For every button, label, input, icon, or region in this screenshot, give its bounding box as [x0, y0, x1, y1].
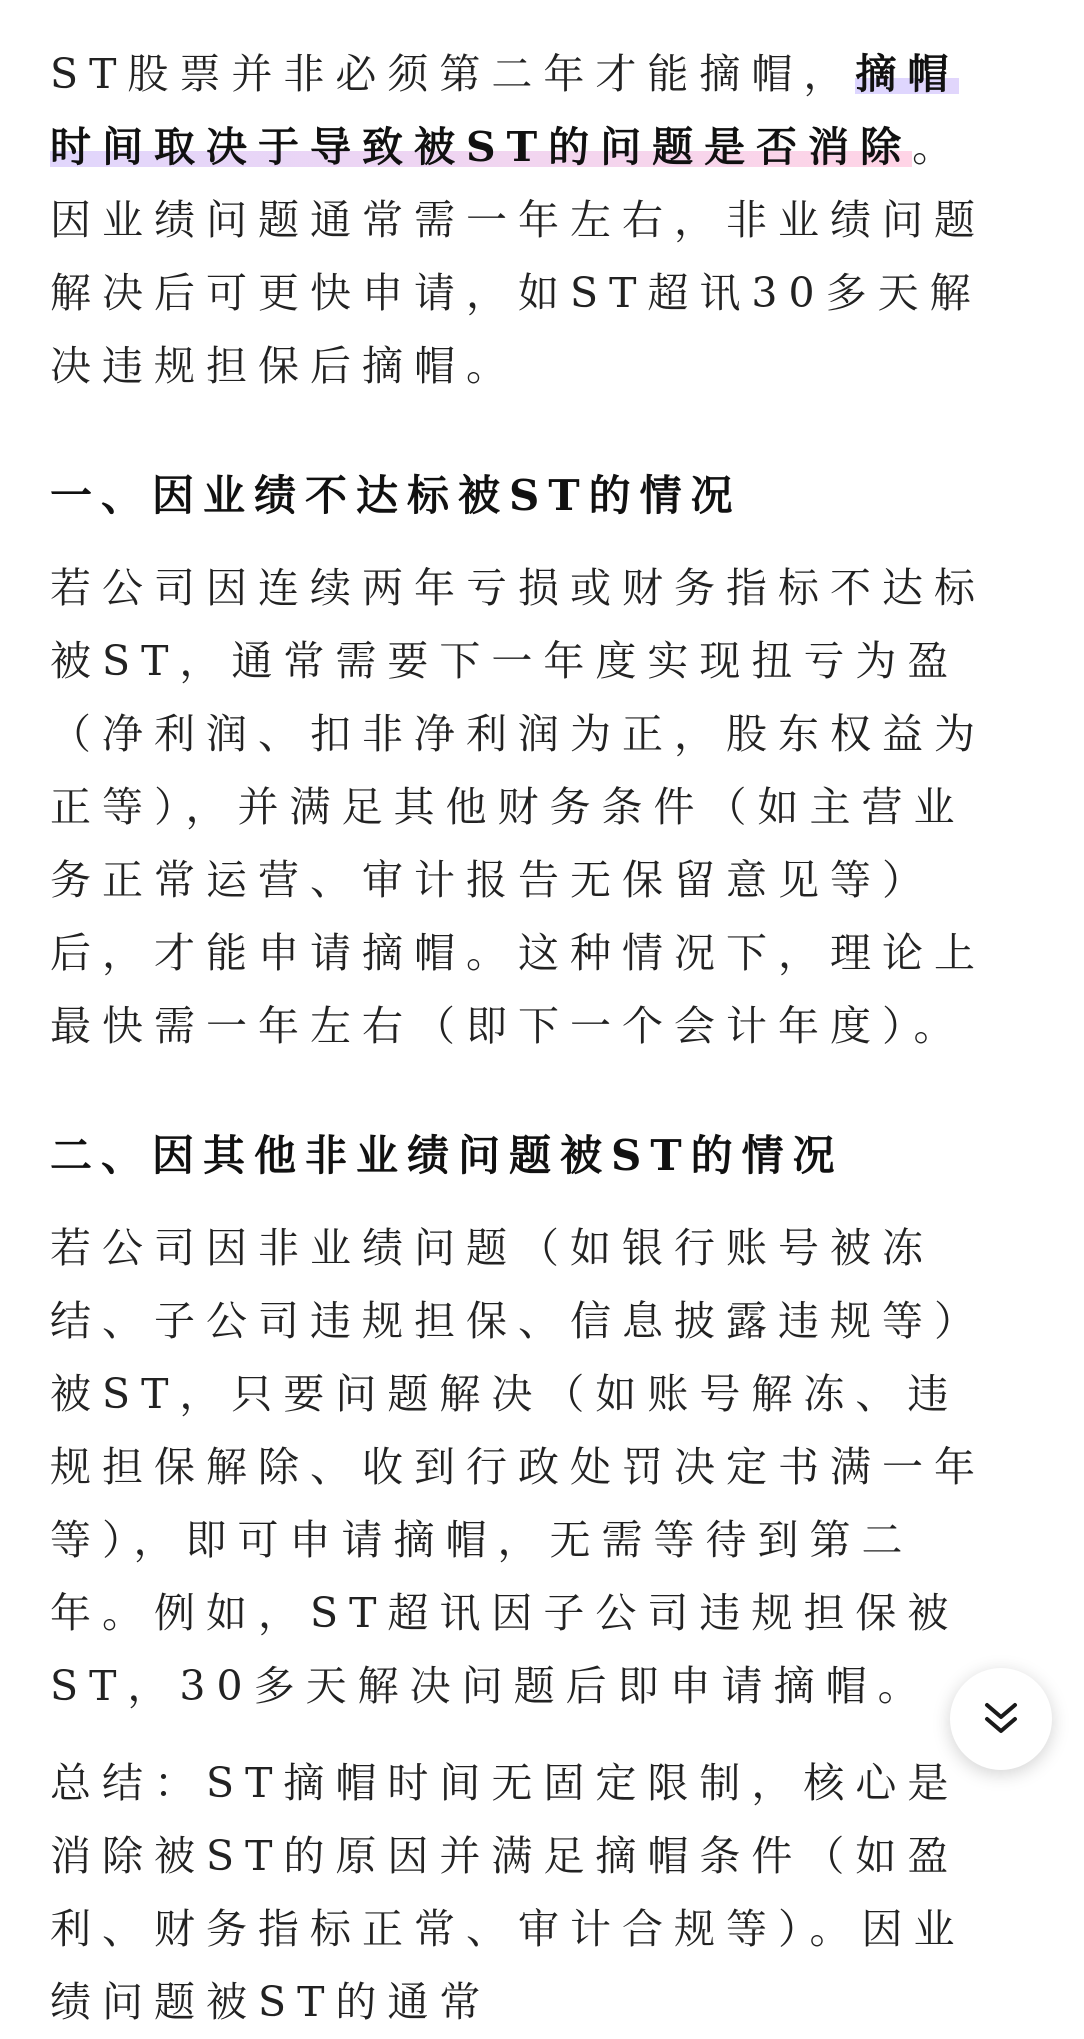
intro-paragraph [50, 38, 1000, 403]
answer-content [50, 38, 1000, 2039]
section-2-paragraph: 若公司因非业绩问题（如银行账号被冻结、子公司违规担保、信息披露违规等）被ST，只要问题解决（如账号解冻、违规担保解除、收到行政处罚决定书满一年等），即可申请摘帽，无需等待到第二年。例如，ST超讯因子公司违规担保被ST，30多天解决问题后即申请摘帽。 [50, 1224, 986, 1710]
intro-highlight: 摘帽时间取决于导致被ST的问题是否消除 [50, 50, 960, 171]
intro-lead: ST股票并非必须第二年才能摘帽， [50, 50, 856, 98]
double-chevron-down-icon [978, 1696, 1024, 1742]
summary-paragraph: 总结：ST摘帽时间无固定限制，核心是消除被ST的原因并满足摘帽条件（如盈利、财务指标正常、审计合规等）。因业绩问题被ST的通常 [50, 1759, 966, 2026]
section-1-paragraph: 若公司因连续两年亏损或财务指标不达标被ST，通常需要下一年度实现扭亏为盈（净利润、扣非净利润为正，股东权益为正等），并满足其他财务条件（如主营业务正常运营、审计报告无保留意见等）后，才能申请摘帽。这种情况下，理论上最快需一年左右（即下一个会计年度）。 [50, 564, 986, 1050]
scroll-to-bottom-button[interactable] [950, 1668, 1052, 1770]
section-1-heading: 一、因业绩不达标被ST的情况 [50, 471, 742, 520]
section-2-heading: 二、因其他非业绩问题被ST的情况 [50, 1131, 844, 1180]
intro-rest: 。因业绩问题通常需一年左右，非业绩问题解决后可更快申请，如ST超讯30多天解决违规担保后摘帽。 [50, 123, 986, 390]
